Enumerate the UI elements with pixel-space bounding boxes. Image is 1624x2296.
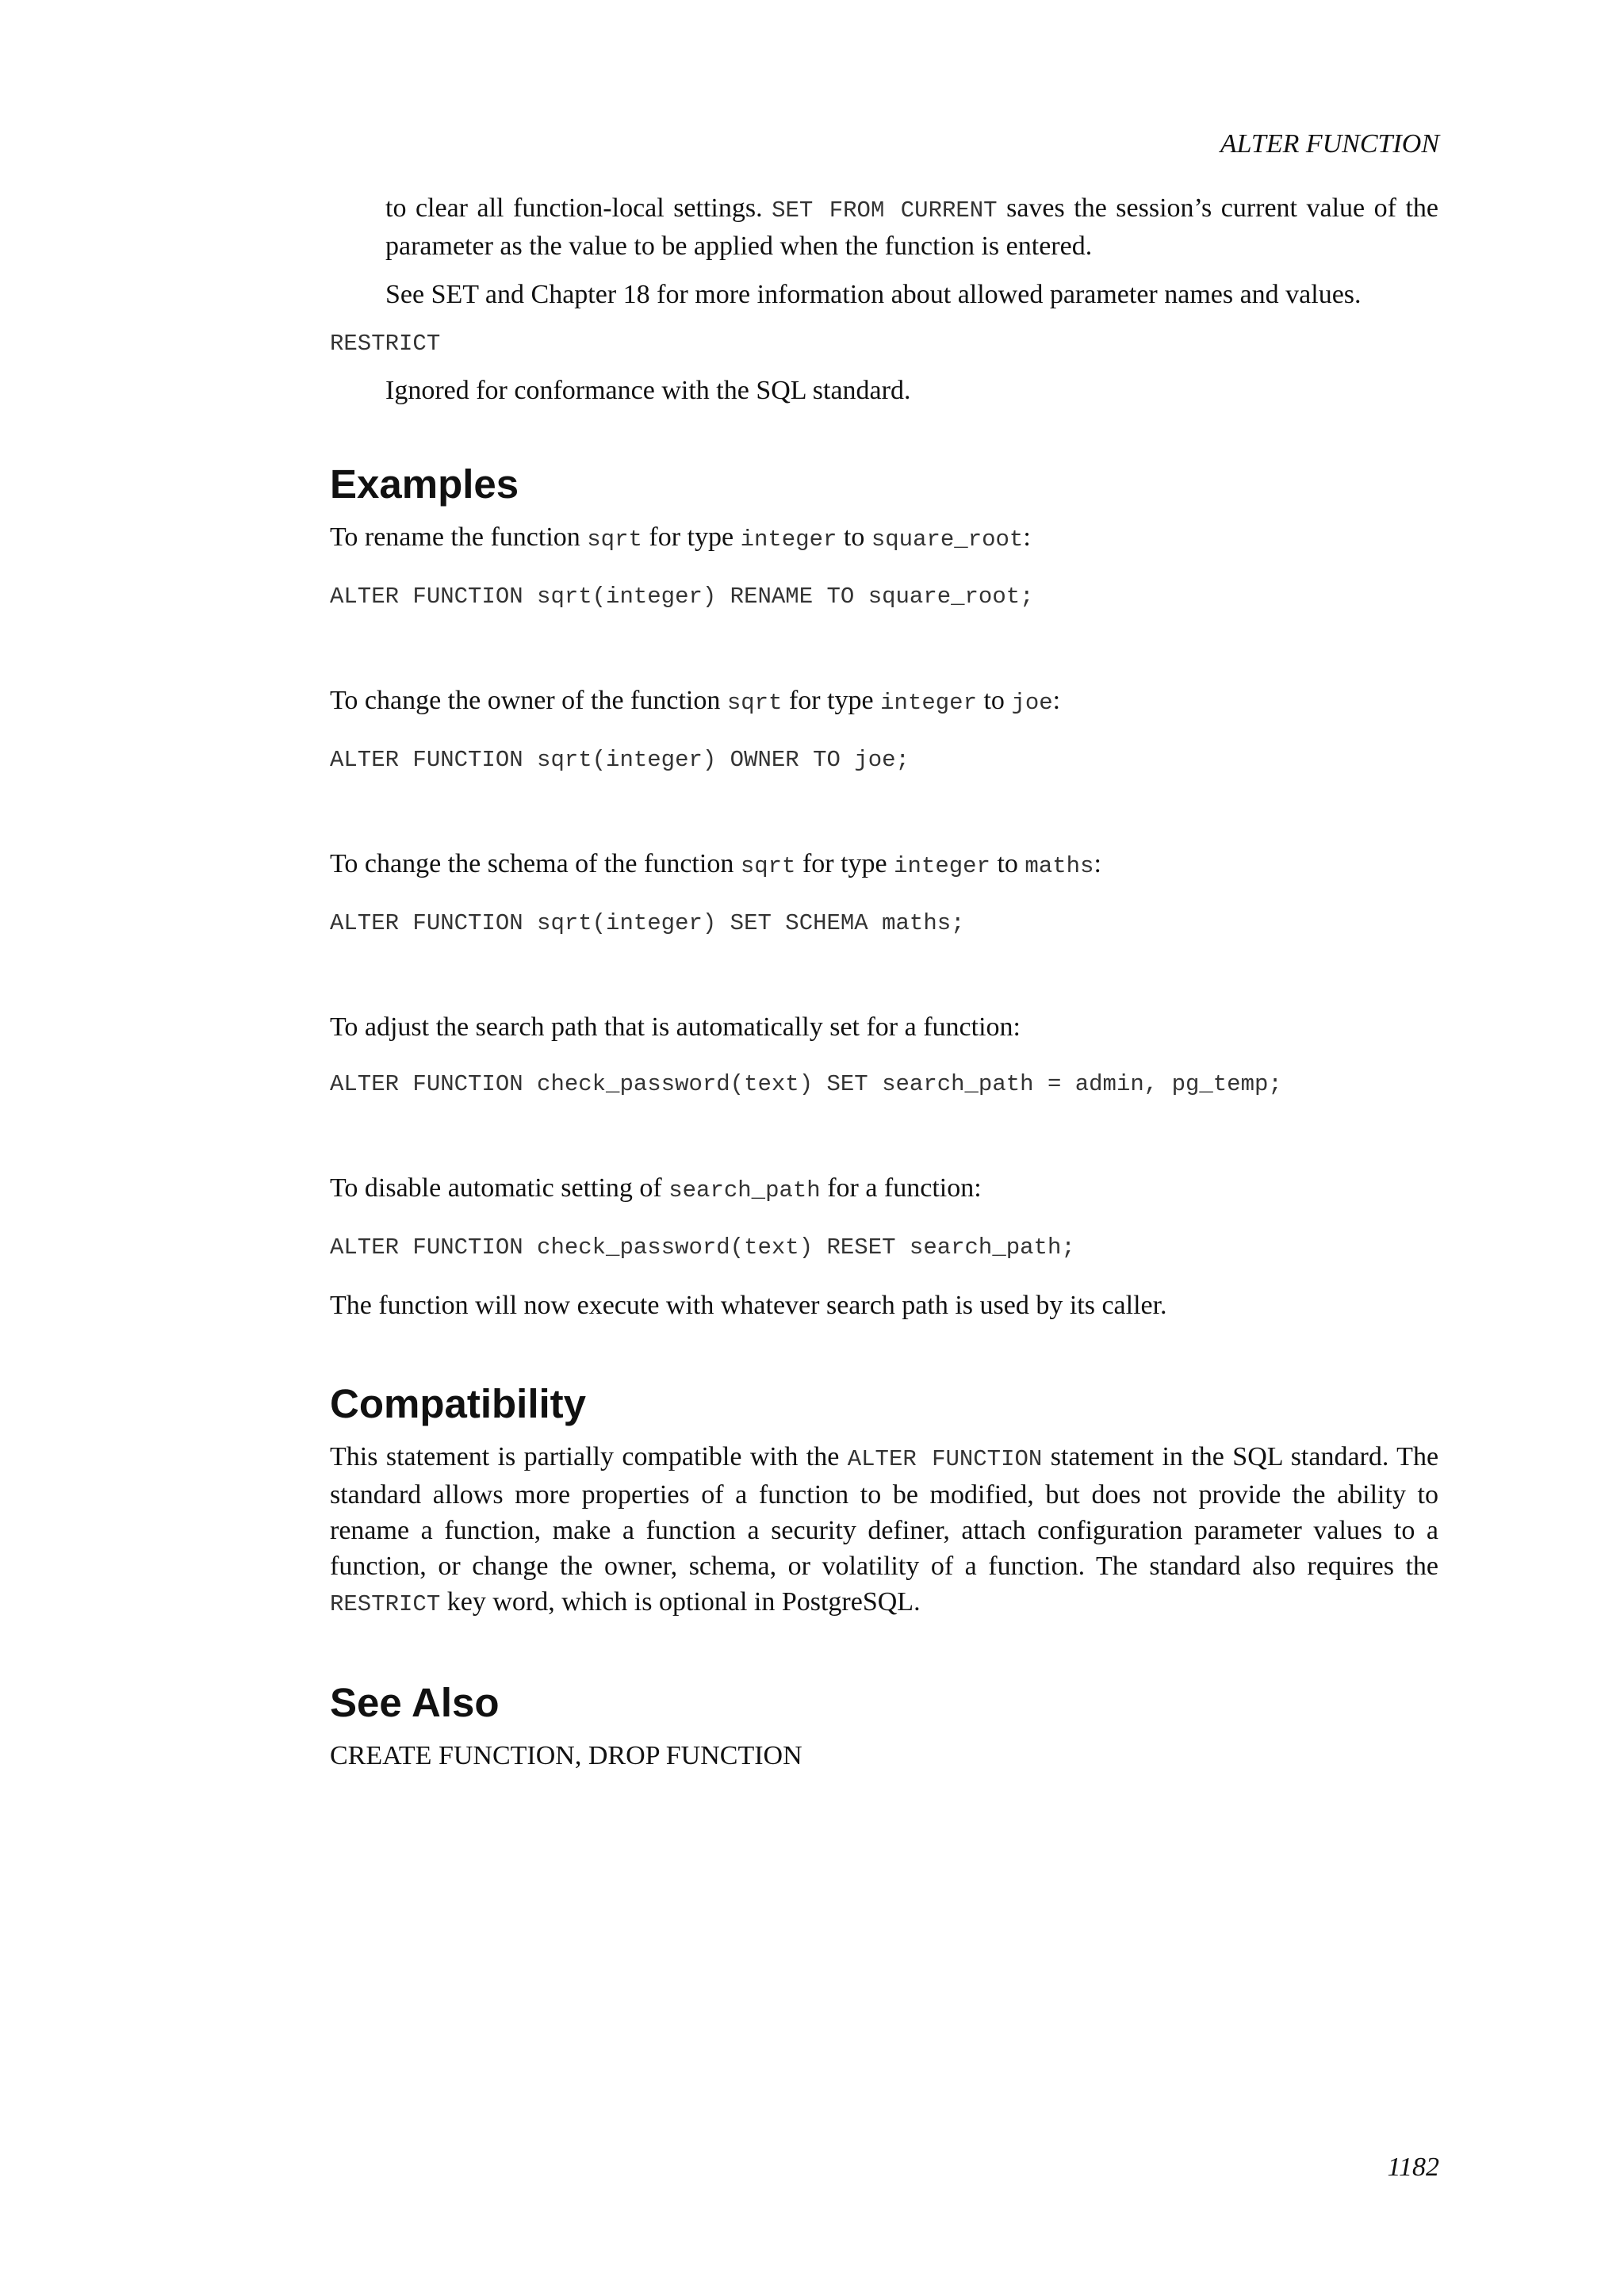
page-content: [330, 190, 1438, 1774]
text-run: to clear all function-local settings.: [385, 193, 763, 223]
text-run: To change the owner of the function: [330, 686, 721, 715]
compatibility-paragraph: [330, 1439, 1438, 1622]
inline-code: joe: [1011, 690, 1053, 716]
text-run: This statement is partially compatible with the: [330, 1442, 840, 1471]
running-header: ALTER FUNCTION: [1220, 129, 1439, 159]
text-run: to: [997, 849, 1018, 878]
restrict-description: Ignored for conformance with the SQL standard.: [385, 376, 911, 405]
text-run: for type: [788, 686, 874, 715]
examples-heading: Examples: [330, 461, 519, 507]
text-run: statement in the SQL standard. The standard allows more properties of a function to be modified, but does not provide the ability to rename a function, make a function a security definer, attach configuration parameter values to a function, or change the owner, schema, or volatility of a function. The standard also requires the: [330, 1442, 1439, 1581]
inline-code: sqrt: [587, 526, 642, 553]
example-4-text: To adjust the search path that is automatically set for a function:: [330, 1012, 1021, 1042]
example-3-text: [330, 846, 1438, 884]
inline-code: integer: [894, 853, 990, 879]
restrict-term: RESTRICT: [330, 331, 441, 357]
inline-code: RESTRICT: [330, 1591, 441, 1617]
example-2-code: ALTER FUNCTION sqrt(integer) OWNER TO joe;: [330, 747, 910, 773]
text-run: :: [1023, 522, 1031, 552]
text-run: saves the session’s current value of the parameter as the value to be applied when the function is entered.: [385, 193, 1439, 261]
inline-code: ALTER FUNCTION: [847, 1446, 1043, 1472]
inline-code: search_path: [668, 1177, 821, 1203]
text-run: :: [1052, 686, 1061, 715]
compatibility-heading: Compatibility: [330, 1381, 587, 1426]
example-1-text: [330, 519, 1438, 557]
parameter-description-continued: [330, 190, 1438, 264]
example-3-code: ALTER FUNCTION sqrt(integer) SET SCHEMA maths;: [330, 910, 965, 936]
text-run: :: [1094, 849, 1101, 878]
example-2-text: [330, 683, 1438, 721]
inline-code: sqrt: [726, 690, 783, 716]
see-set-paragraph: See SET and Chapter 18 for more information about allowed parameter names and values.: [385, 280, 1362, 309]
text-run: to: [843, 522, 865, 552]
page-number: 1182: [1387, 2152, 1439, 2182]
inline-code: sqrt: [740, 853, 796, 879]
example-4-code: ALTER FUNCTION check_password(text) SET search_path = admin, pg_temp;: [330, 1071, 1282, 1097]
text-run: for type: [802, 849, 887, 878]
text-run: for type: [649, 522, 734, 552]
inline-code: integer: [880, 690, 977, 716]
inline-code: SET FROM CURRENT: [772, 197, 998, 224]
example-5-note: The function will now execute with whatever search path is used by its caller.: [330, 1291, 1167, 1320]
text-run: for a function:: [827, 1173, 982, 1203]
text-run: key word, which is optional in PostgreSQL.: [446, 1587, 921, 1617]
see-also-heading: See Also: [330, 1680, 500, 1725]
text-run: To disable automatic setting of: [330, 1173, 662, 1203]
inline-code: maths: [1025, 853, 1094, 879]
example-1-code: ALTER FUNCTION sqrt(integer) RENAME TO square_root;: [330, 584, 1034, 610]
inline-code: square_root: [871, 526, 1024, 553]
text-run: To change the schema of the function: [330, 849, 734, 878]
example-5-code: ALTER FUNCTION check_password(text) RESET search_path;: [330, 1234, 1075, 1261]
text-run: to: [983, 686, 1005, 715]
inline-code: integer: [740, 526, 837, 553]
example-5-text: [330, 1170, 1438, 1208]
see-also-links: CREATE FUNCTION, DROP FUNCTION: [330, 1741, 802, 1770]
text-run: To rename the function: [330, 522, 580, 552]
